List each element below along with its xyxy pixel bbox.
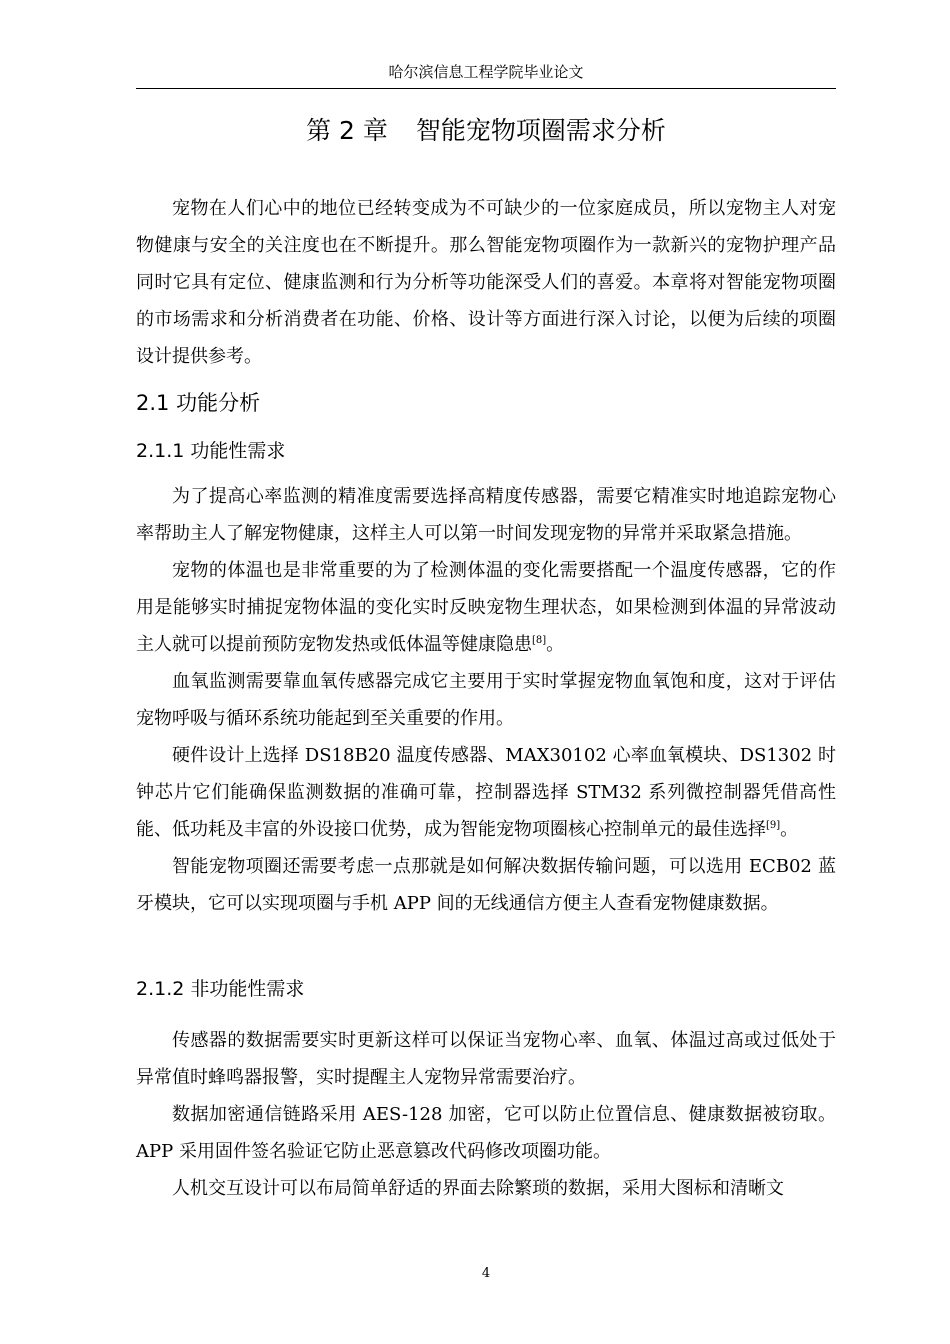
paragraph-realtime-alarm: 传感器的数据需要实时更新这样可以保证当宠物心率、血氧、体温过高或过低处于异常值时蜂鸣器报警，实时提醒主人宠物异常需要治疗。 bbox=[136, 1030, 836, 1088]
paragraph-temperature-end: 。 bbox=[546, 634, 565, 655]
intro-paragraph: 宠物在人们心中的地位已经转变成为不可缺少的一位家庭成员，所以宠物主人对宠物健康与安全的关注度也在不断提升。那么智能宠物项圈作为一款新兴的宠物护理产品同时它具有定位、健康监测和行为分析等功能深受人们的喜爱。本章将对智能宠物项圈的市场需求和分析消费者在功能、价格、设计等方面进行深入讨论，以便为后续的项圈设计提供参考。 bbox=[136, 198, 836, 367]
citation-8: [8] bbox=[532, 635, 547, 646]
chapter-title bbox=[136, 115, 836, 147]
section-2-1-2 bbox=[136, 975, 836, 1003]
section-heading-2-1-1: 2.1.1 功能性需求 bbox=[136, 440, 286, 462]
paragraph-hardware bbox=[136, 737, 836, 848]
paragraph-bluetooth: 智能宠物项圈还需要考虑一点那就是如何解决数据传输问题，可以选用 ECB02 蓝牙模块，它可以实现项圈与手机 APP 间的无线通信方便主人查看宠物健康数据。 bbox=[136, 856, 836, 914]
paragraph-temperature bbox=[136, 552, 836, 663]
paragraph-hardware-text: 硬件设计上选择 DS18B20 温度传感器、MAX30102 心率血氧模块、DS1302 时钟芯片它们能确保监测数据的准确可靠，控制器选择 STM32 系列微控制器凭借高性能、低功耗及丰富的外设接口优势，成为智能宠物项圈核心控制单元的最佳选择 bbox=[136, 745, 836, 840]
paragraph-blood-oxygen: 血氧监测需要靠血氧传感器完成它主要用于实时掌握宠物血氧饱和度，这对于评估宠物呼吸与循环系统功能起到至关重要的作用。 bbox=[136, 671, 836, 729]
section-2-1 bbox=[136, 388, 836, 418]
page-number: 4 bbox=[481, 1266, 491, 1281]
intro-block bbox=[136, 190, 836, 375]
nonfunctional-requirements-body bbox=[136, 1022, 836, 1207]
paragraph-heart-rate: 为了提高心率监测的精准度需要选择高精度传感器，需要它精准实时地追踪宠物心率帮助主人了解宠物健康，这样主人可以第一时间发现宠物的异常并采取紧急措施。 bbox=[136, 486, 836, 544]
citation-9: [9] bbox=[766, 820, 781, 831]
paragraph-encryption: 数据加密通信链路采用 AES-128 加密，它可以防止位置信息、健康数据被窃取。APP 采用固件签名验证它防止恶意篡改代码修改项圈功能。 bbox=[136, 1104, 836, 1162]
chapter-number: 第 2 章 bbox=[306, 116, 388, 145]
paragraph-hardware-end: 。 bbox=[780, 819, 799, 840]
functional-requirements-body bbox=[136, 478, 836, 922]
section-2-1-1 bbox=[136, 437, 836, 465]
running-header: 哈尔滨信息工程学院毕业论文 bbox=[388, 63, 584, 81]
section-heading-2-1-2: 2.1.2 非功能性需求 bbox=[136, 978, 305, 1000]
paragraph-ui-design: 人机交互设计可以布局简单舒适的界面去除繁琐的数据，采用大图标和清晰文 bbox=[172, 1178, 784, 1199]
header-rule bbox=[136, 88, 836, 89]
chapter-name: 智能宠物项圈需求分析 bbox=[415, 116, 666, 145]
paragraph-temperature-text: 宠物的体温也是非常重要的为了检测体温的变化需要搭配一个温度传感器，它的作用是能够实时捕捉宠物体温的变化实时反映宠物生理状态，如果检测到体温的异常波动主人就可以提前预防宠物发热或低体温等健康隐患 bbox=[136, 560, 836, 655]
section-heading-2-1: 2.1 功能分析 bbox=[136, 391, 261, 415]
